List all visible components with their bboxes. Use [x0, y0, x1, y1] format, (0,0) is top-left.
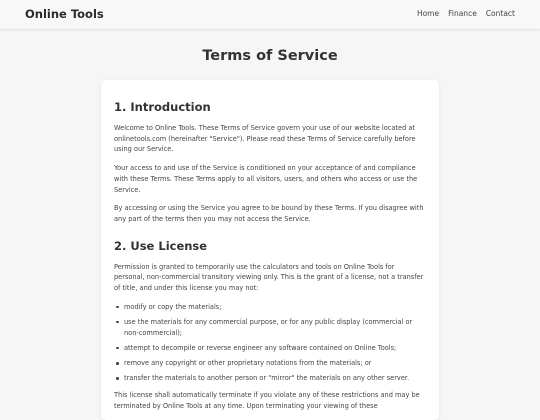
intro-paragraph-1: Welcome to Online Tools. These Terms of Service govern your use of our website located at onlinetools.com (hereinafter "Service"). Please read these Terms of Service carefully before using our Service.	[114, 124, 416, 154]
license-intro-paragraph: Permission is granted to temporarily use the calculators and tools on Online Tools for personal, non-commercial transitory viewing only. This is the grant of a license, not a transfer of title, and under this license you may not:	[114, 262, 424, 293]
brand-logo[interactable]: Online Tools	[25, 7, 104, 21]
intro-paragraph-2: Your access to and use of the Service is conditioned on your acceptance of and compliance with these Terms. These Terms apply to all visitors, users, and others who access or use the Service.	[114, 164, 418, 194]
license-restrictions-list	[114, 302, 426, 384]
license-termination-paragraph: This license shall automatically terminate if you violate any of these restrictions and may be terminated by Online Tools at any time. Upon terminating your viewing of these	[114, 390, 420, 410]
list-item: remove any copyright or other proprietary notations from the materials; or	[114, 358, 426, 369]
nav-link-contact[interactable]: Contact	[485, 9, 515, 18]
section-heading-use-license: 2. Use License	[114, 238, 208, 253]
terms-card	[101, 80, 439, 420]
intro-paragraph-3: By accessing or using the Service you agree to be bound by these Terms. If you disagree with any part of the terms then you may not access the Service.	[114, 204, 424, 223]
list-item: attempt to decompile or reverse engineer any software contained on Online Tools;	[114, 343, 426, 354]
navbar	[0, 0, 540, 30]
list-item: modify or copy the materials;	[114, 302, 426, 313]
section-heading-introduction: 1. Introduction	[114, 100, 211, 114]
nav-links	[417, 9, 515, 18]
nav-link-home[interactable]: Home	[416, 9, 440, 18]
list-item: use the materials for any commercial purpose, or for any public display (commercial or non-commercial);	[114, 317, 426, 338]
page-title: Terms of Service	[202, 48, 338, 64]
nav-link-finance[interactable]: Finance	[448, 9, 477, 18]
list-item: transfer the materials to another person or "mirror" the materials on any other server.	[114, 373, 426, 384]
